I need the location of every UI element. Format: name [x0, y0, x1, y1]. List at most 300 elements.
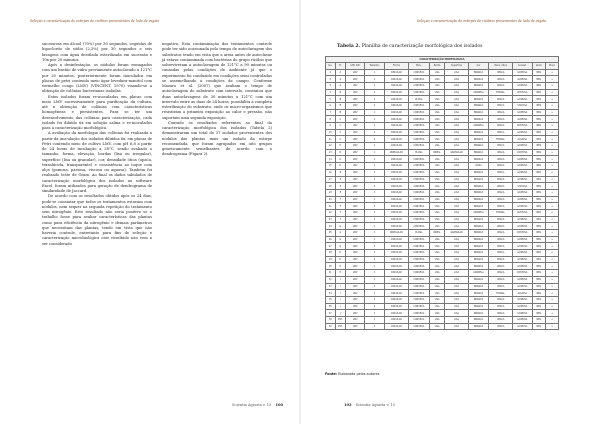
table-cell: BRANCA	[468, 310, 489, 317]
table-cell: LISA	[445, 323, 468, 330]
table-cell: CONVEXA	[408, 243, 429, 250]
table-cell: CONVEXA	[408, 290, 429, 297]
table-cell: 1	[365, 263, 385, 270]
table-cell: PLANA	[408, 149, 429, 156]
column-header: Superfície	[445, 62, 468, 69]
table-cell: LMV	[346, 89, 365, 96]
table-cell: GOMOSA	[512, 109, 532, 116]
table-cell: LISA	[429, 209, 445, 216]
table-cell: NEG	[532, 290, 545, 297]
table-cell: +	[546, 116, 559, 123]
table-row	[326, 116, 559, 123]
table-cell: LISA	[429, 69, 445, 76]
table-cell: 1	[365, 223, 385, 230]
table-cell: CIRCULAR	[384, 276, 408, 283]
table-cell: LISA	[445, 236, 468, 243]
table-cell: CIRCULAR	[384, 216, 408, 223]
table-cell: LISA	[445, 223, 468, 230]
table-cell: OPACA	[489, 109, 513, 116]
table-cell: CONVEXA	[408, 189, 429, 196]
table-cell: D	[335, 156, 346, 163]
table-cell: PASTOSA	[512, 89, 532, 96]
table-cell: LISA	[429, 256, 445, 263]
table-cell: LISA	[445, 176, 468, 183]
table-cell: 24	[326, 223, 336, 230]
table-cell: CONVEXA	[408, 82, 429, 89]
table-cell: CONVEXA	[408, 316, 429, 323]
table-cell: 2	[326, 76, 336, 83]
table-cell: CONVEXA	[408, 250, 429, 257]
table-cell: GOMOSA	[512, 69, 532, 76]
table-cell: LISA	[429, 303, 445, 310]
table-cell: +	[546, 76, 559, 83]
table-cell: LMV	[346, 123, 365, 130]
table-cell: +	[546, 136, 559, 143]
column-header: Tamanho	[365, 62, 385, 69]
table-cell: NEG	[532, 169, 545, 176]
table-cell: NEG	[532, 69, 545, 76]
table-cell: 1	[365, 69, 385, 76]
table-row	[326, 76, 559, 83]
table-cell: LISA	[429, 276, 445, 283]
table-cell: CONVEXA	[408, 116, 429, 123]
table-cell: GOMOSA	[512, 169, 532, 176]
table-cell: CIRCULAR	[384, 109, 408, 116]
table-cell: 2	[365, 256, 385, 263]
table-cell: OPACA	[489, 223, 513, 230]
table-cell: BRANCA	[468, 230, 489, 237]
table-cell: 1	[365, 290, 385, 297]
table-cell: LMV	[346, 76, 365, 83]
table-cell: BRANCA	[468, 96, 489, 103]
table-cell: 17	[326, 176, 336, 183]
table-row	[326, 96, 559, 103]
table-row	[326, 236, 559, 243]
table-cell: LISA	[445, 209, 468, 216]
table-cell: PASTOSA	[512, 209, 532, 216]
table-cell: H	[335, 250, 346, 257]
table-cell: LISA	[429, 216, 445, 223]
table-cell: +	[546, 89, 559, 96]
table-cell: CONVEXA	[408, 203, 429, 210]
table-cell: LMV	[346, 116, 365, 123]
running-header-right: Seleção e caracterização de estirpes de rizóbios provenientes de lodo de esgoto	[417, 19, 547, 23]
table-cell: LISA	[429, 176, 445, 183]
table-cell: LISA	[445, 116, 468, 123]
table-cell: TRANSL.	[489, 136, 513, 143]
table-cell: I	[335, 276, 346, 283]
table-cell: CIRCULAR	[384, 176, 408, 183]
table-cell: CIRCULAR	[384, 143, 408, 150]
table-cell: BRANCA	[468, 69, 489, 76]
table-row	[326, 129, 559, 136]
table-cell: CIRCULAR	[384, 296, 408, 303]
table-cell: 2	[365, 102, 385, 109]
table-cell: 1	[365, 163, 385, 170]
table-cell: GOMOSA	[512, 296, 532, 303]
table-source	[325, 372, 379, 376]
table-cell: GOMOSA	[512, 323, 532, 330]
table-cell: BRANCA	[468, 236, 489, 243]
table-cell: GOMOSA	[512, 176, 532, 183]
table-row	[326, 196, 559, 203]
table-cell: LMV	[346, 156, 365, 163]
table-cell: BRANCA	[468, 216, 489, 223]
table-cell: A	[335, 76, 346, 83]
table-cell: CIRCULAR	[384, 89, 408, 96]
table-cell: OPACA	[489, 243, 513, 250]
table-cell: 1	[365, 323, 385, 330]
table-cell: GOMOSA	[512, 316, 532, 323]
table-cell: 33	[326, 283, 336, 290]
table-cell: OPACA	[489, 129, 513, 136]
table-cell: BRANCA	[468, 203, 489, 210]
table-cell: 1	[365, 250, 385, 257]
table-caption-label: Tabela 2.	[337, 44, 361, 49]
table-cell: LISA	[429, 89, 445, 96]
table-cell: LISA	[445, 256, 468, 263]
table-cell: LISA	[429, 290, 445, 297]
table-cell: OPACA	[489, 203, 513, 210]
table-cell: LMV	[346, 223, 365, 230]
table-cell: 1	[365, 196, 385, 203]
table-cell: CIRCULAR	[384, 102, 408, 109]
table-cell: OPACA	[489, 156, 513, 163]
table-cell: OPACA	[489, 296, 513, 303]
table-cell: H	[335, 256, 346, 263]
table-cell: AMARELA	[468, 123, 489, 130]
table-cell: LISA	[429, 183, 445, 190]
table-cell: LISA	[429, 236, 445, 243]
table-row	[326, 169, 559, 176]
table-cell: A	[335, 82, 346, 89]
table-cell: LISA	[429, 323, 445, 330]
table-cell: 1	[365, 283, 385, 290]
table-cell: OPACA	[489, 276, 513, 283]
table-row	[326, 270, 559, 277]
table-cell: LISA	[445, 183, 468, 190]
table-cell: LMV	[346, 102, 365, 109]
table-cell: +	[546, 156, 559, 163]
table-cell: NEG	[532, 223, 545, 230]
table-cell: CIRCULAR	[384, 123, 408, 130]
table-cell: LMV	[346, 129, 365, 136]
table-cell: OPACA	[489, 270, 513, 277]
table-cell: +	[546, 243, 559, 250]
table-cell: GOMOSA	[512, 283, 532, 290]
table-cell: 1	[365, 310, 385, 317]
table-source-label: Fonte:	[325, 372, 338, 376]
table-cell: LISA	[445, 143, 468, 150]
table-cell: OPACA	[489, 169, 513, 176]
table-cell: NEG	[532, 89, 545, 96]
table-cell: EST.	[335, 316, 346, 323]
table-cell: 1	[365, 316, 385, 323]
table-cell: F	[335, 196, 346, 203]
table-cell: BRANCA	[468, 290, 489, 297]
table-cell: C	[335, 116, 346, 123]
table-cell: 31	[326, 270, 336, 277]
table-cell: PASTOSA	[512, 123, 532, 130]
column-header: Borda	[429, 62, 445, 69]
table-cell: GOMOSA	[512, 189, 532, 196]
table-cell: LMV	[346, 163, 365, 170]
table-row	[326, 223, 559, 230]
table-cell: CIRCULAR	[384, 310, 408, 317]
table-cell: LISA	[445, 290, 468, 297]
table-cell: OPACA	[489, 236, 513, 243]
table-cell: LISA	[445, 303, 468, 310]
table-cell: LISA	[429, 310, 445, 317]
table-cell: H	[335, 263, 346, 270]
paragraph: negativo. Esta contaminação dos tratamentos controle pode ter sido ocasionada pelo tempo de autoclavagem dos substratos tendo em vista que a areia antes de autoclavar já estava contaminada com bactérias do grupo rizóbio que sobreviveram a autoclavagem de 121°C a 90 minutos ou causadas pelas condições de ambiente já que o experimento foi conduzido em condições semi controladas se assemelhando a condições de campo. Conforme Mazaro et al. (2007) que avaliam o tempo de autoclavagem do substrato com intervalo, constatou que duas autoclavagens de 30 minutos a 121°C com um intervalo entre as duas de 24 horas, possibilita a completa esterilização do substrato, onde os micro-organismos que resistiram a primeira exposição ao calor e pressão, não suportam uma segunda exposição.	[162, 42, 272, 120]
table-cell: BRANCA	[468, 196, 489, 203]
table-cell: NEG	[532, 129, 545, 136]
table-cell: LMV	[346, 316, 365, 323]
table-cell: G	[335, 236, 346, 243]
table-cell: +	[546, 276, 559, 283]
table-cell: BRANCA	[468, 109, 489, 116]
table-cell: 32	[326, 276, 336, 283]
table-cell: TRANSL.	[489, 290, 513, 297]
table-cell: OPACA	[489, 283, 513, 290]
table-cell: +	[546, 189, 559, 196]
table-cell: +	[546, 203, 559, 210]
table-cell: LMV	[346, 216, 365, 223]
table-cell: +	[546, 296, 559, 303]
table-cell: NEG	[532, 316, 545, 323]
table-cell: CONVEXA	[408, 169, 429, 176]
table-group-header: CARACTERIZAÇÃO MORFOLÓGICA	[326, 57, 559, 63]
table-cell: OPACA	[489, 303, 513, 310]
table-cell: H	[335, 270, 346, 277]
table-cell: NEG	[532, 156, 545, 163]
table-cell: CIRCULAR	[384, 82, 408, 89]
table-cell: 23	[326, 216, 336, 223]
table-row	[326, 163, 559, 170]
table-cell: CONVEXA	[408, 123, 429, 130]
column-header: Gram	[532, 62, 545, 69]
table-cell: I	[335, 283, 346, 290]
table-cell: GOMOSA	[512, 82, 532, 89]
table-cell: G	[335, 223, 346, 230]
table-cell: CONVEXA	[408, 176, 429, 183]
table-cell: LISA	[429, 163, 445, 170]
table-cell: +	[546, 250, 559, 257]
table-cell: NEG	[532, 176, 545, 183]
table-cell: BRANCA	[468, 243, 489, 250]
table-cell: LMV	[346, 303, 365, 310]
table-cell: BRANCA	[468, 223, 489, 230]
table-cell: LMV	[346, 109, 365, 116]
column-header: Tr.	[335, 62, 346, 69]
table-cell: CONVEXA	[408, 163, 429, 170]
table-cell: BRANCA	[468, 149, 489, 156]
table-cell: LISA	[445, 189, 468, 196]
table-cell: LISA	[445, 163, 468, 170]
table-cell: I	[335, 290, 346, 297]
table-cell: LMV	[346, 323, 365, 330]
table-cell: LISA	[445, 250, 468, 257]
table-cell: OPACA	[489, 116, 513, 123]
table-cell: BRANCA	[468, 102, 489, 109]
table-cell: LMV	[346, 283, 365, 290]
table-cell: LISA	[429, 129, 445, 136]
table-cell: LMV	[346, 296, 365, 303]
page-footer-right	[341, 403, 395, 407]
table-cell: CONVEXA	[408, 296, 429, 303]
table-row	[326, 149, 559, 156]
table-cell: CIRCULAR	[384, 223, 408, 230]
column-header: Cor	[468, 62, 489, 69]
table-cell: D	[335, 149, 346, 156]
table-cell: GOMOSA	[512, 163, 532, 170]
table-cell: CONVEXA	[408, 102, 429, 109]
table-body	[326, 69, 559, 330]
table-row	[326, 250, 559, 257]
table-cell: BRANCA	[468, 176, 489, 183]
table-cell: CONVEXA	[408, 276, 429, 283]
table-cell: OPACA	[489, 230, 513, 237]
table-cell: LMV	[346, 230, 365, 237]
table-row	[326, 109, 559, 116]
table-cell: OPACA	[489, 256, 513, 263]
table-cell: GOMOSA	[512, 276, 532, 283]
table-cell: CONVEXA	[408, 216, 429, 223]
table-cell: NEG	[532, 82, 545, 89]
table-cell: IRREG.	[429, 149, 445, 156]
table-cell: GRANULAR	[445, 149, 468, 156]
table-cell: OPACA	[489, 102, 513, 109]
table-cell: CIRCULAR	[384, 323, 408, 330]
table-cell: G	[335, 243, 346, 250]
table-cell: LISA	[445, 129, 468, 136]
table-cell: 2	[365, 183, 385, 190]
table-cell: 1	[365, 109, 385, 116]
paragraph: Estes isolados foram re-inoculados em placas com meio LMV sucessivamente para purificação da cultura, até a obtenção de colônias com características homogêneas e persistentes. Para se ter um desenvolvimento das colônias para caracterização, cada isolado foi diluído 6x em solução salina e re-inoculados para a caracterização morfológica.	[42, 94, 152, 130]
table-cell: LISA	[429, 263, 445, 270]
table-cell: CONVEXA	[408, 129, 429, 136]
table-cell: NEG	[532, 250, 545, 257]
table-cell: 4	[326, 89, 336, 96]
table-cell: NEG	[532, 123, 545, 130]
table-cell: NEG	[532, 216, 545, 223]
table-cell: GOMOSA	[512, 116, 532, 123]
table-row	[326, 283, 559, 290]
table-cell: +	[546, 216, 559, 223]
table-row	[326, 263, 559, 270]
table-cell: 1	[365, 89, 385, 96]
table-cell: F	[335, 216, 346, 223]
table-cell: 1	[365, 216, 385, 223]
table-cell: LISA	[445, 96, 468, 103]
table-cell: NEG	[532, 243, 545, 250]
table-cell: NEG	[532, 116, 545, 123]
table-cell: NEG	[532, 136, 545, 143]
table-cell: OPACA	[489, 163, 513, 170]
table-cell: +	[546, 123, 559, 130]
table-cell: NEG	[532, 256, 545, 263]
table-cell: LMV	[346, 243, 365, 250]
table-cell: BRANCA	[468, 189, 489, 196]
table-cell: NEG	[532, 189, 545, 196]
table-cell: 35	[326, 296, 336, 303]
table-cell: PLANA	[408, 96, 429, 103]
table-cell: CIRCULAR	[384, 290, 408, 297]
table-row	[326, 176, 559, 183]
table-cell: 1	[365, 76, 385, 83]
table-cell: LISA	[445, 196, 468, 203]
table-cell: NEG	[532, 323, 545, 330]
table-cell: D	[335, 163, 346, 170]
table-cell: LMV	[346, 183, 365, 190]
table-cell: E	[335, 176, 346, 183]
table-cell: G	[335, 230, 346, 237]
table-cell: LMV	[346, 236, 365, 243]
table-cell: PLANA	[408, 230, 429, 237]
table-header-row	[326, 62, 559, 69]
table-cell: PASTOSA	[512, 270, 532, 277]
table-row	[326, 143, 559, 150]
table-cell: LMV	[346, 69, 365, 76]
table-cell: CONVEXA	[408, 310, 429, 317]
table-cell: +	[546, 176, 559, 183]
table-cell: BRANCA	[468, 82, 489, 89]
table-cell: LISA	[429, 109, 445, 116]
table-cell: 22	[326, 209, 336, 216]
table-cell: 14	[326, 156, 336, 163]
table-cell: 1	[365, 116, 385, 123]
table-cell: LISA	[429, 169, 445, 176]
table-cell: CIRCULAR	[384, 169, 408, 176]
table-cell: LISA	[429, 243, 445, 250]
table-cell: CIRCULAR	[384, 270, 408, 277]
table-cell: BRANCA	[468, 276, 489, 283]
table-cell: LISA	[429, 82, 445, 89]
table-cell: CIRCULAR	[384, 316, 408, 323]
table-cell: NEG	[532, 283, 545, 290]
table-cell: 8	[326, 116, 336, 123]
table-cell: LISA	[429, 189, 445, 196]
table-cell: NEG	[532, 109, 545, 116]
text-column-1	[42, 42, 152, 247]
table-cell: LMV	[346, 149, 365, 156]
table-cell: LMV	[346, 136, 365, 143]
table-row	[326, 136, 559, 143]
table-cell: CIRCULAR	[384, 156, 408, 163]
table-cell: +	[546, 223, 559, 230]
table-cell: CONVEXA	[408, 136, 429, 143]
table-cell: E	[335, 189, 346, 196]
table-cell: ROSA	[468, 163, 489, 170]
table-cell: LMV	[346, 189, 365, 196]
column-header: Muco	[546, 62, 559, 69]
table-cell: BRANCA	[468, 283, 489, 290]
table-cell: 3	[326, 82, 336, 89]
table-cell: 34	[326, 290, 336, 297]
table-cell: GOMOSA	[512, 156, 532, 163]
table-cell: LISA	[445, 136, 468, 143]
table-cell: BRANCA	[468, 296, 489, 303]
table-cell: +	[546, 149, 559, 156]
table-cell: NEG	[532, 183, 545, 190]
table-cell: +	[546, 270, 559, 277]
table-cell: CIRCULAR	[384, 263, 408, 270]
morphology-table	[325, 56, 559, 330]
table-cell: 9	[326, 123, 336, 130]
column-header: Forma	[384, 62, 408, 69]
table-cell: 1	[365, 230, 385, 237]
